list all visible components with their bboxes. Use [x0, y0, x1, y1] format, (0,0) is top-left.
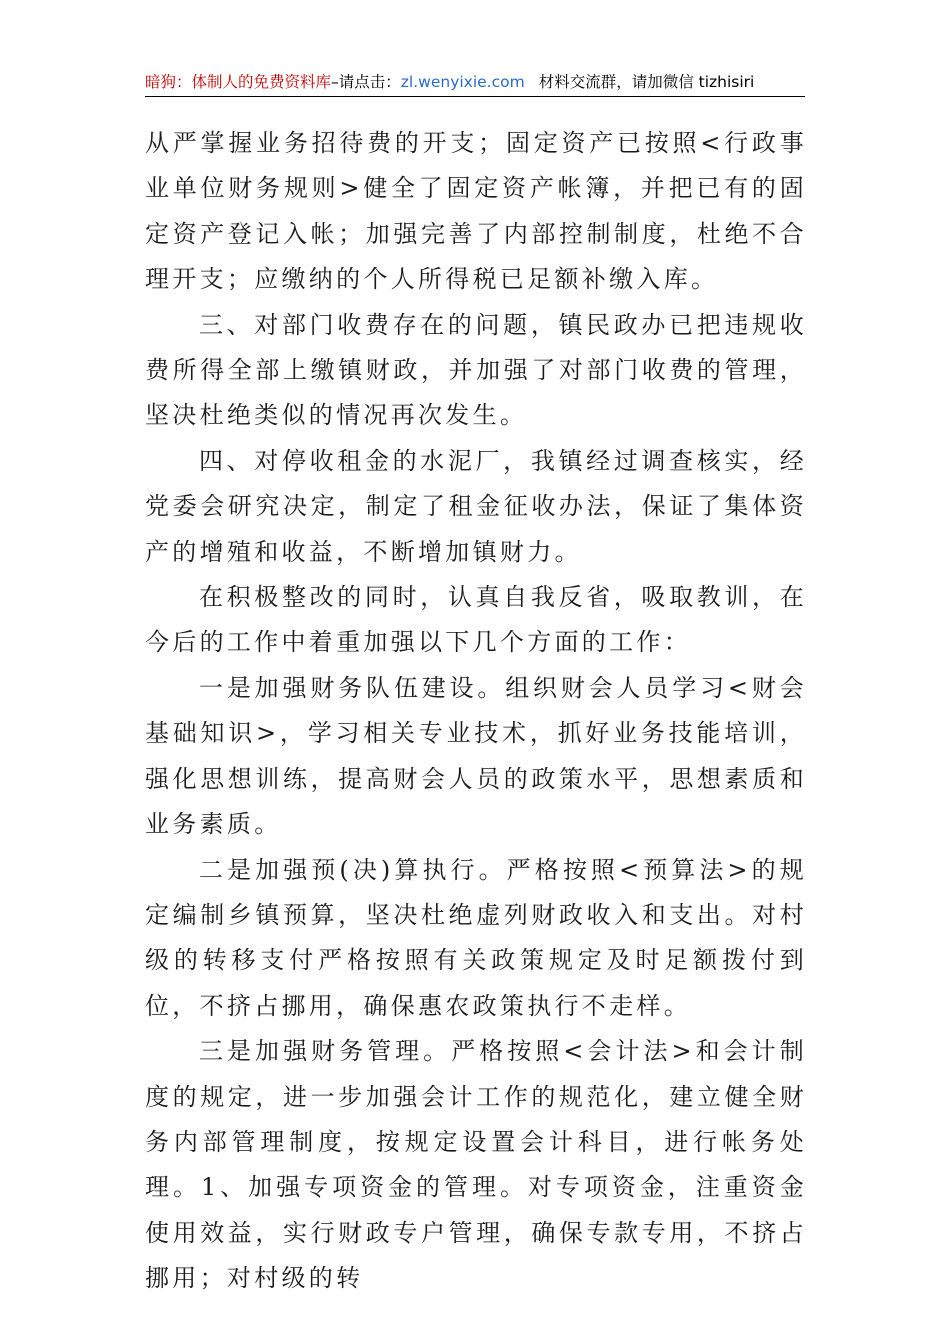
header-group-text: 材料交流群，请加微信 tizhisiri — [538, 73, 755, 91]
header-url-link[interactable]: zl.wenyixie.com — [400, 73, 525, 91]
paragraph-point-two: 二是加强预(决)算执行。严格按照<预算法>的规定编制乡镇预算，坚决杜绝虚列财政收入和支出。对村级的转移支付严格按照有关政策规定及时足额拨付到位，不挤占挪用，确保惠农政策执行不走样。 — [145, 855, 807, 1020]
paragraph-item-three: 三、对部门收费存在的问题，镇民政办已把违规收费所得全部上缴镇财政，并加强了对部门收费的管理，坚决杜绝类似的情况再次发生。 — [145, 310, 807, 430]
page-header — [145, 68, 805, 96]
paragraph-point-one: 一是加强财务队伍建设。组织财会人员学习<财会基础知识>，学习相关专业技术，抓好业务技能培训，强化思想训练，提高财会人员的政策水平，思想素质和业务素质。 — [145, 673, 807, 839]
paragraph-continuation: 从严掌握业务招待费的开支；固定资产已按照<行政事业单位财务规则>健全了固定资产帐簿，并把已有的固定资产登记入帐；加强完善了内部控制制度，杜绝不合理开支；应缴纳的个人所得税已足额补缴入库。 — [145, 129, 807, 294]
header-divider — [145, 96, 805, 97]
paragraph-point-three: 三是加强财务管理。严格按照<会计法>和会计制度的规定，进一步加强会计工作的规范化，建立健全财务内部管理制度，按规定设置会计科目，进行帐务处理。1、加强专项资金的管理。对专项资金，注重资金使用效益，实行财政专户管理，确保专款专用，不挤占挪用；对村级的转 — [145, 1037, 807, 1293]
document-body — [145, 121, 807, 1302]
header-link-prompt: –请点击： — [331, 73, 401, 91]
paragraph-intro: 在积极整改的同时，认真自我反省，吸取教训，在今后的工作中着重加强以下几个方面的工作： — [145, 583, 807, 657]
header-site-name: 暗狗：体制人的免费资料库 — [145, 73, 332, 91]
paragraph-item-four: 四、对停收租金的水泥厂，我镇经过调查核实，经党委会研究决定，制定了租金征收办法，保证了集体资产的增殖和收益，不断增加镇财力。 — [145, 446, 807, 566]
